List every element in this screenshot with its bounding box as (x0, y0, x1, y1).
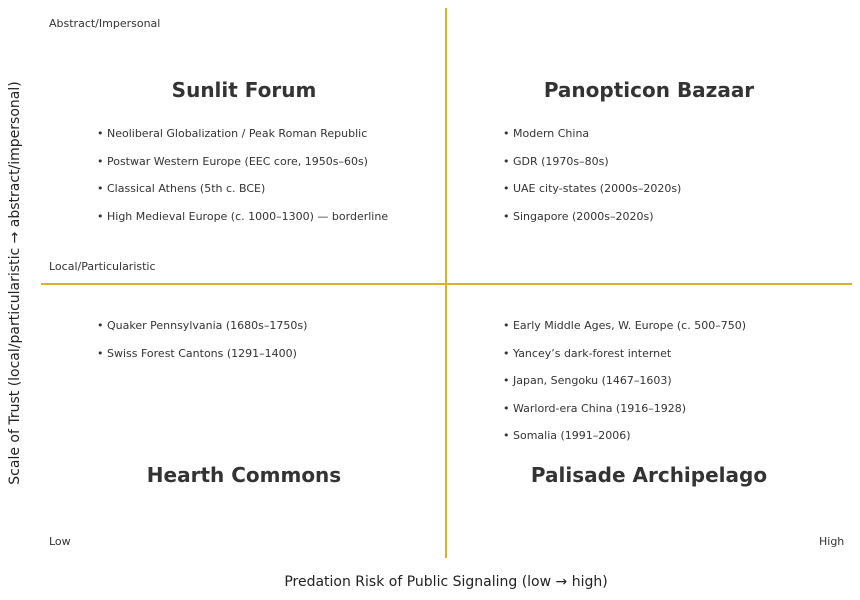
list-item: • Singapore (2000s–2020s) (503, 209, 654, 223)
list-item: • Swiss Forest Cantons (1291–1400) (97, 346, 297, 360)
list-item: • Classical Athens (5th c. BCE) (97, 182, 266, 196)
list-item: • Quaker Pennsylvania (1680s–1750s) (97, 319, 308, 332)
quadrant-title-hearth-commons: Hearth Commons (146, 463, 342, 487)
y-axis-mid-label: Local/Particularistic (49, 260, 156, 273)
list-item: • Modern China (503, 127, 590, 140)
list-item: • UAE city-states (2000s–2020s) (503, 182, 682, 196)
list-item: • Somalia (1991–2006) (503, 429, 631, 443)
x-axis-high-label: High (819, 535, 845, 548)
x-axis-title: Predation Risk of Public Signaling (low → high) (284, 574, 608, 590)
quadrant-list-top-left (97, 127, 388, 237)
list-item: • Early Middle Ages, W. Europe (c. 500–750) (503, 319, 746, 332)
list-item: • Warlord-era China (1916–1928) (503, 401, 687, 415)
list-item: • Neoliberal Globalization / Peak Roman Republic (97, 127, 368, 140)
quadrant-title-panopticon-bazaar: Panopticon Bazaar (543, 78, 755, 102)
list-item: • GDR (1970s–80s) (503, 154, 609, 168)
horizontal-divider (41, 283, 852, 285)
list-item: • Japan, Sengoku (1467–1603) (503, 374, 672, 388)
quadrant-list-bottom-left (97, 319, 307, 374)
y-axis-title: Scale of Trust (local/particularistic → abstract/impersonal) (7, 81, 23, 485)
quadrant-list-top-right (503, 127, 681, 237)
quadrant-title-palisade-archipelago: Palisade Archipelago (530, 463, 768, 487)
quadrant-list-bottom-right (503, 319, 746, 457)
x-axis-low-label: Low (49, 535, 71, 548)
y-axis-top-label: Abstract/Impersonal (49, 17, 161, 30)
list-item: • Yancey’s dark-forest internet (503, 346, 672, 360)
list-item: • High Medieval Europe (c. 1000–1300) — borderline (97, 209, 389, 223)
list-item: • Postwar Western Europe (EEC core, 1950s–60s) (97, 154, 368, 168)
quadrant-title-sunlit-forum: Sunlit Forum (171, 78, 317, 102)
